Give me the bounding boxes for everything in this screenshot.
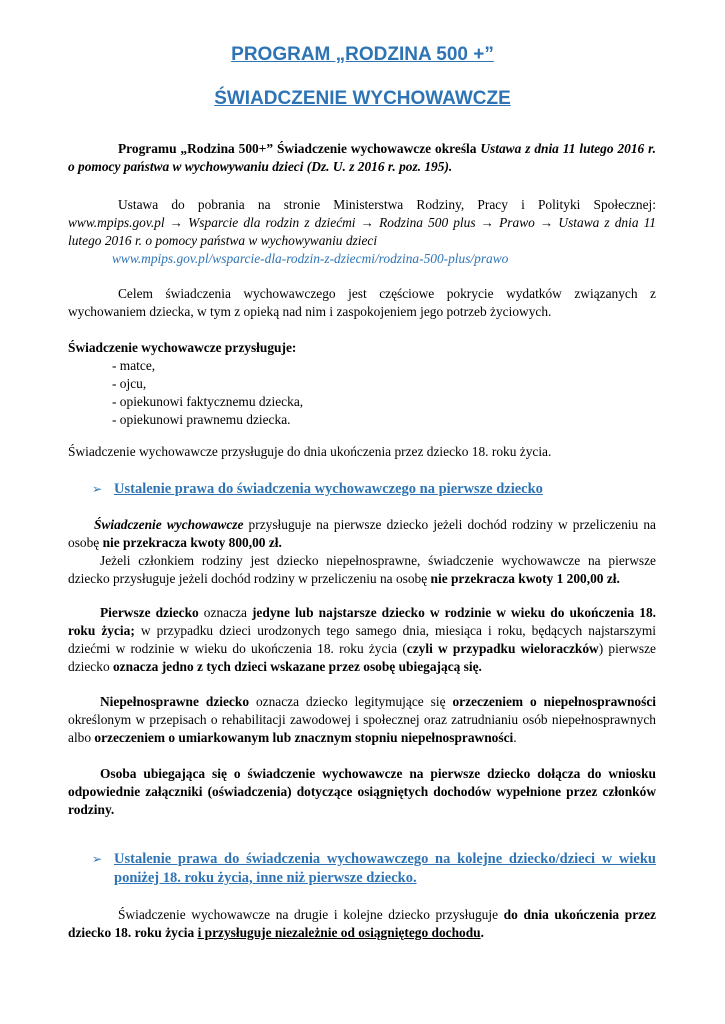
section2-heading: ➢ Ustalenie prawa do świadczenia wychowawczego na kolejne dziecko/dzieci w wieku poniżej 18. roku życia, inne niż pierwsze dziecko. [92,851,656,886]
list-item: - ojcu, [112,376,147,391]
list-item: - matce, [112,358,156,373]
document-title: PROGRAM „RODZINA 500 +” [231,44,494,65]
purpose-paragraph: Celem świadczenia wychowawczego jest częściowe pokrycie wydatków związanych z wychowaniem dziecka, w tym z opieką nad nim i zaspokojeniem jego potrzeb życiowych. [68,286,656,319]
section1-heading: ➢ Ustalenie prawa do świadczenia wychowawczego na pierwsze dziecko [92,481,543,497]
section1-p3: Pierwsze dziecko oznacza jedyne lub najstarsze dziecko w rodzinie w wieku do ukończenia 18. roku życia; w przypadku dzieci urodzonych tego samego dnia, miesiąca i roku, będących najstarszymi dziećmi w rodzinie w wieku do ukończenia 18. roku życia (czyli w przypadku wieloraczków) pierwsze dziecko oznacza jedno z tych dzieci wskazane przez osobę ubiegającą się. [68,605,656,674]
list-item: - opiekunowi prawnemu dziecka. [112,412,291,427]
eligible-list [112,357,303,429]
age-limit-paragraph: Świadczenie wychowawcze przysługuje do dnia ukończenia przez dziecko 18. roku życia. [68,444,552,459]
law-link[interactable]: www.mpips.gov.pl/wsparcie-dla-rodzin-z-dziecmi/rodzina-500-plus/prawo [112,251,509,266]
download-paragraph: Ustawa do pobrania na stronie Ministerstwa Rodziny, Pracy i Polityki Społecznej: www.mpips.gov.pl → Wsparcie dla rodzin z dziećmi → Rodzina 500 plus → Prawo → Ustawa z dnia 11 lutego 2016 r. o pomocy państwa w wychowywaniu dzieci www.mpips.gov.pl/wsparcie-dla-rodzin-z-dziecmi/rodzina-500-plus/prawo [68,197,656,266]
intro-paragraph: Programu „Rodzina 500+” Świadczenie wychowawcze określa Ustawa z dnia 11 lutego 2016 r. o pomocy państwa w wychowywaniu dzieci (Dz. U. z 2016 r. poz. 195). [68,141,656,174]
section2-p1: Świadczenie wychowawcze na drugie i kolejne dziecko przysługuje do dnia ukończenia przez dziecko 18. roku życia i przysługuje niezależnie od osiągniętego dochodu. [68,907,656,940]
arrowhead-bullet-icon: ➢ [92,852,103,866]
section1-p1: Świadczenie wychowawcze przysługuje na pierwsze dziecko jeżeli dochód rodziny w przeliczeniu na osobę nie przekracza kwoty 800,00 zł. [68,517,656,550]
section1-p5: Osoba ubiegająca się o świadczenie wychowawcze na pierwsze dziecko dołącza do wniosku odpowiednie załączniki (oświadczenia) dotyczące osiągniętych dochodów wypełnione przez członków rodziny. [68,766,656,817]
arrowhead-bullet-icon: ➢ [92,482,103,496]
document-subtitle: ŚWIADCZENIE WYCHOWAWCZE [214,88,511,109]
section1-p2: Jeżeli członkiem rodziny jest dziecko niepełnosprawne, świadczenie wychowawcze na pierwsze dziecko przysługuje jeżeli dochód rodziny w przeliczeniu na osobę nie przekracza kwoty 1 200,00 zł. [68,553,656,586]
eligible-heading: Świadczenie wychowawcze przysługuje: [68,340,297,355]
section1-p4: Niepełnosprawne dziecko oznacza dziecko legitymujące się orzeczeniem o niepełnosprawności określonym w przepisach o rehabilitacji zawodowej i społecznej oraz zatrudnianiu osób niepełnosprawnych albo orzeczeniem o umiarkowanym lub znacznym stopniu niepełnosprawności. [68,694,656,745]
list-item: - opiekunowi faktycznemu dziecka, [112,394,304,409]
